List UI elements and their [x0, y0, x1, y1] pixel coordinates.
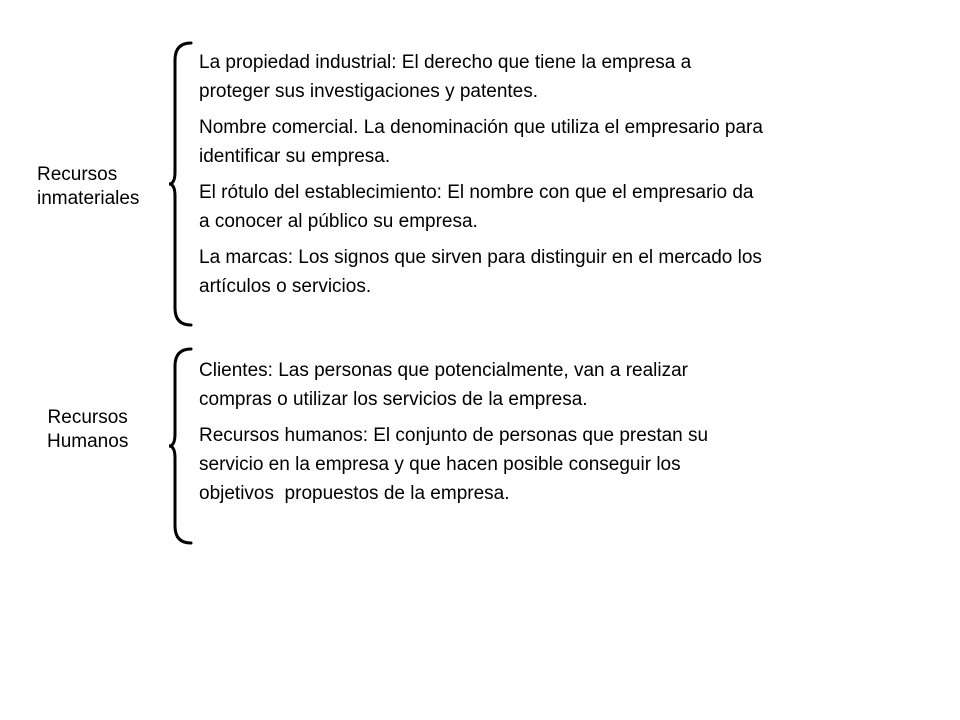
item-nombre-comercial	[199, 113, 919, 171]
item-line: La propiedad industrial: El derecho que tiene la empresa a	[199, 52, 692, 73]
item-propiedad-industrial	[199, 48, 919, 106]
recursos-inmateriales-list	[199, 48, 919, 308]
item-line: Recursos humanos: El conjunto de personas que prestan su	[199, 425, 709, 446]
item-line: Nombre comercial. La denominación que utiliza el empresario para	[199, 117, 763, 138]
curly-brace-recursos-inmateriales	[168, 40, 194, 328]
group-label-line: Recursos	[47, 407, 128, 428]
item-line: Clientes: Las personas que potencialmente, van a realizar	[199, 360, 689, 381]
item-clientes	[199, 356, 919, 414]
group-label-line: Recursos	[37, 164, 118, 185]
item-line: La marcas: Los signos que sirven para distinguir en el mercado los	[199, 247, 762, 268]
item-line: compras o utilizar los servicios de la empresa.	[199, 389, 588, 410]
item-line: artículos o servicios.	[199, 276, 372, 297]
group-label-line: inmateriales	[37, 188, 140, 209]
item-rotulo-establecimiento	[199, 178, 919, 236]
item-line: servicio en la empresa y que hacen posible conseguir los	[199, 454, 681, 475]
item-marcas	[199, 243, 919, 301]
item-line: a conocer al público su empresa.	[199, 211, 478, 232]
item-line: El rótulo del establecimiento: El nombre con que el empresario da	[199, 182, 754, 203]
curly-brace-recursos-humanos	[168, 346, 194, 546]
group-label-line: Humanos	[47, 431, 129, 452]
group-label-recursos-inmateriales	[37, 163, 139, 211]
group-label-recursos-humanos	[47, 406, 128, 454]
item-line: objetivos propuestos de la empresa.	[199, 483, 510, 504]
item-recursos-humanos	[199, 421, 919, 508]
item-line: identificar su empresa.	[199, 146, 391, 167]
item-line: proteger sus investigaciones y patentes.	[199, 81, 539, 102]
recursos-humanos-list	[199, 356, 919, 515]
